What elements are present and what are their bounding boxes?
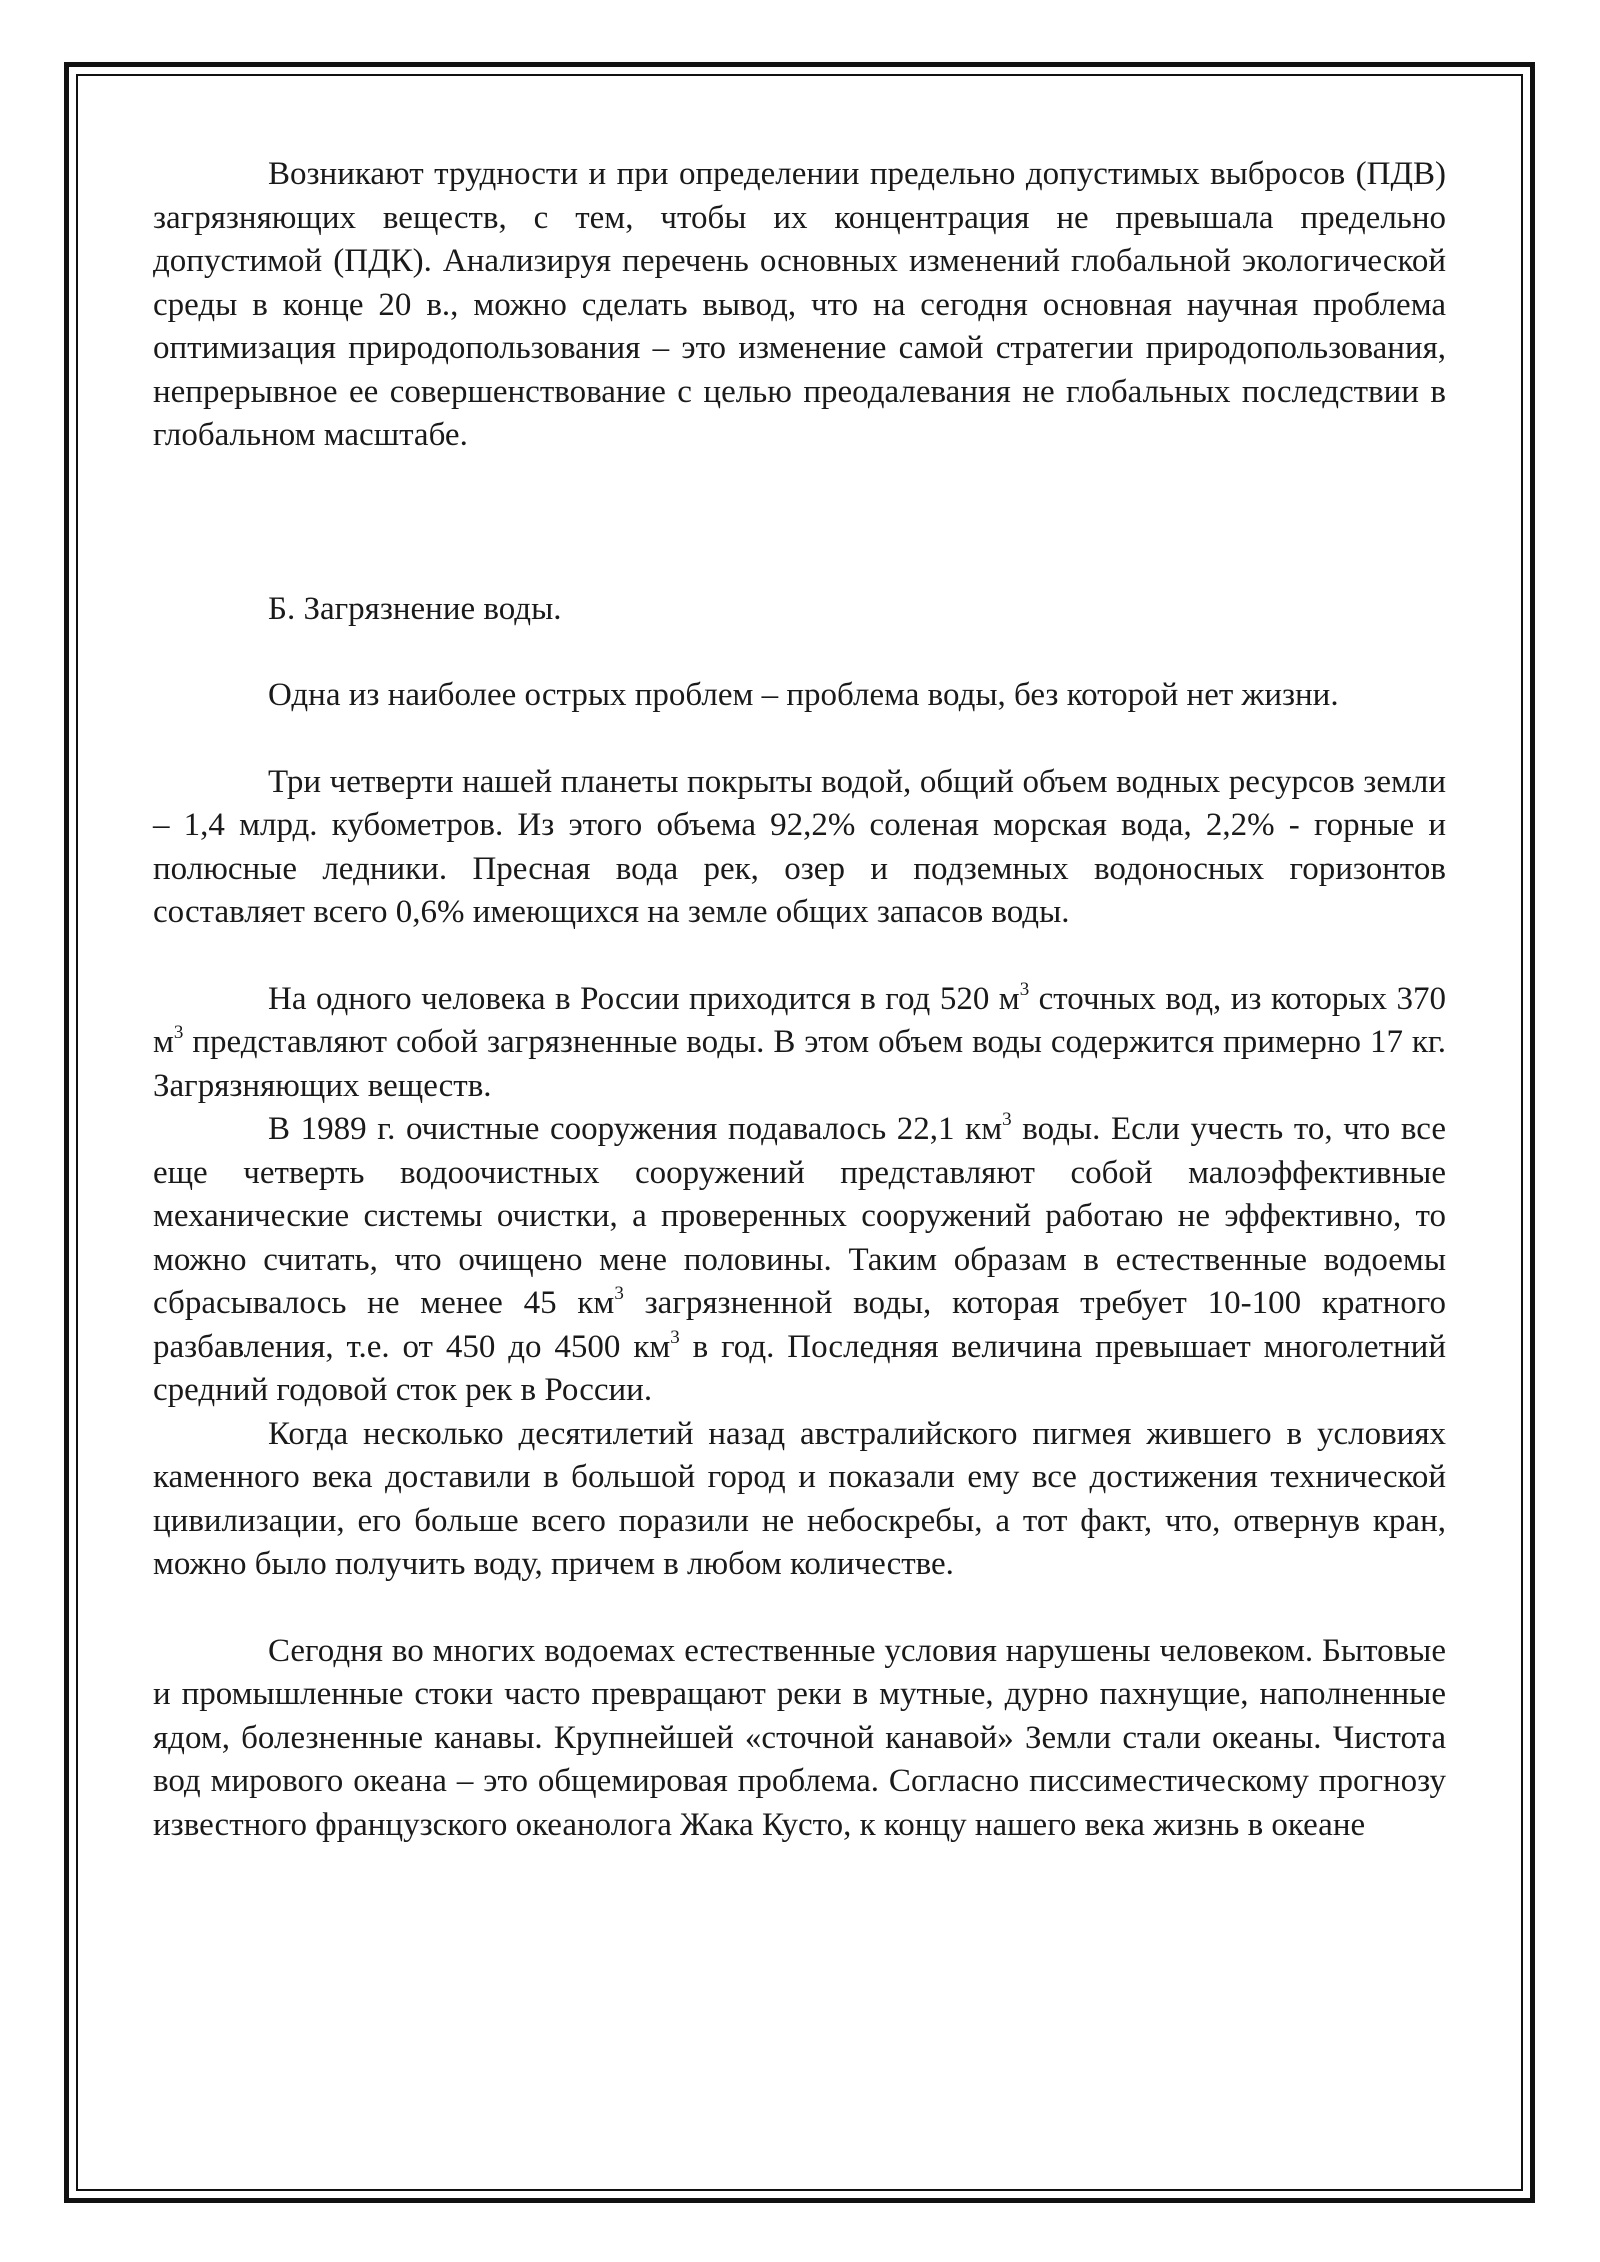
section-heading: Б. Загрязнение воды. (268, 590, 562, 627)
text-run: загрязненной воды, которая требует 10-100 кратного разбавления, т.е. от 450 до 4500 км (153, 1285, 1446, 1365)
superscript: 3 (1019, 978, 1030, 1000)
paragraph-water-resources: Три четверти нашей планеты покрыты водой, общий объем водных ресурсов земли – 1,4 млрд. кубометров. Из этого объема 92,2% соленая морская вода, 2,2% - горные и полюсные ледники. Пресная вода рек, озер и подземных водоносных горизонтов составляет всего 0,6% имеющихся на земле общих запасов воды. (153, 763, 1446, 930)
spacer (153, 458, 1446, 588)
paragraph-wastewater (153, 978, 1446, 1109)
spacer (153, 631, 1446, 674)
superscript: 3 (1002, 1109, 1012, 1130)
spacer (153, 1587, 1446, 1630)
text-run: воды. Если учесть то, что все еще четверть водоочистных сооружений представляют собой малоэффективные механические системы очистки, а проверенных сооружений работаю не эффективно, то можно считать, что очищено мене половины. Таким образам в естественные водоемы сбрасывалось не менее 45 км (153, 1111, 1446, 1321)
paragraph-pdv: Возникают трудности и при определении предельно допустимых выбросов (ПДВ) загрязняющих веществ, с тем, чтобы их концентрация не превышала предельно допустимой (ПДК). Анализируя перечень основных изменений глобальной экологической среды в конце 20 в., можно сделать вывод, что на сегодня основная научная проблема оптимизация природопользования – это изменение самой стратегии природопользования, непрерывное ее совершенствование с целью преодалевания не глобальных последствии в глобальном масштабе. (153, 156, 1446, 453)
paragraph-pygmy: Когда несколько десятилетий назад австралийского пигмея жившего в условиях каменного века доставили в большой город и показали ему все достижения технической цивилизации, его больше всего поразили не небоскребы, а тот факт, что, отвернув кран, можно было получить воду, причем в любом количестве. (153, 1415, 1446, 1582)
spacer (153, 718, 1446, 761)
document-body (153, 153, 1446, 1847)
paragraph-ocean: Сегодня во многих водоемах естественные условия нарушены человеком. Бытовые и промышленные стоки часто превращают реки в мутные, дурно пахнущие, наполненные ядом, болезненные канавы. Крупнейшей «сточной канавой» Земли стали океаны. Чистота вод мирового океана – это общемировая проблема. Согласно писсиместическому прогнозу известного французского океанолога Жака Кусто, к концу нашего века жизнь в океане (153, 1632, 1446, 1843)
text-run: сточных вод, из которых 370 м (153, 980, 1446, 1060)
text-run: представляют собой загрязненные воды. В этом объем воды содержится примерно 17 кг. Загрязняющих веществ. (153, 1024, 1446, 1104)
paragraph-water-problem: Одна из наиболее острых проблем – проблема воды, без которой нет жизни. (268, 677, 1339, 713)
superscript: 3 (614, 1283, 624, 1304)
text-run: На одного человека в России приходится в год 520 м (268, 980, 1020, 1017)
superscript: 3 (173, 1022, 184, 1043)
text-run: в год. Последняя величина превышает многолетний средний годовой сток рек в России. (153, 1328, 1446, 1408)
spacer (153, 935, 1446, 978)
paragraph-treatment-1989 (153, 1108, 1446, 1413)
text-run: В 1989 г. очистные сооружения подавалось 22,1 км (268, 1111, 1003, 1147)
superscript: 3 (670, 1326, 680, 1348)
